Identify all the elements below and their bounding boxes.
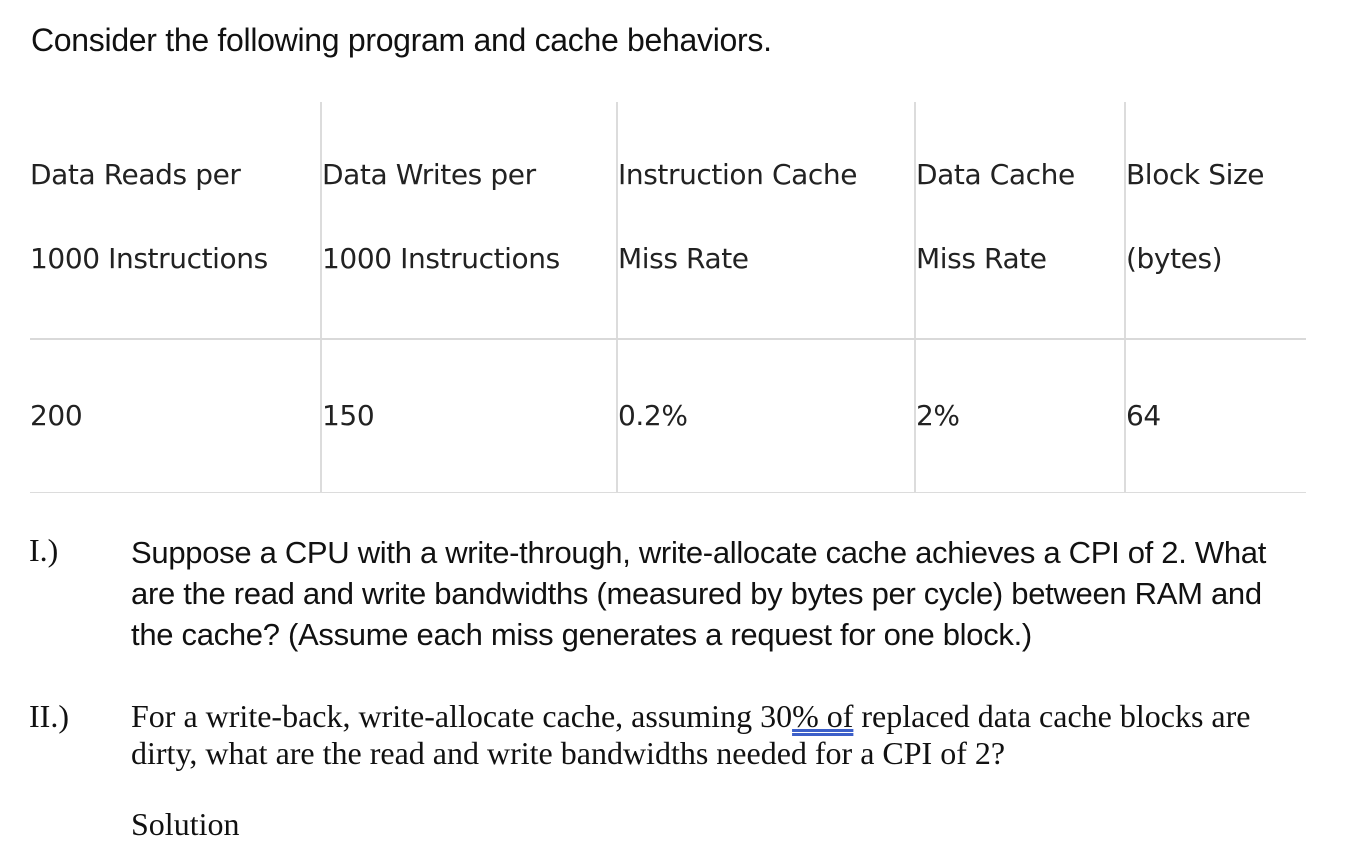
header-line-2: 1000 Instructions	[322, 242, 560, 275]
cell-value: 2%	[916, 399, 960, 432]
header-line-1: Data Writes per	[322, 158, 536, 191]
header-data-writes	[321, 102, 617, 339]
cell-data-miss-rate	[915, 339, 1125, 493]
question-1-marker: I.)	[29, 532, 59, 568]
cell-block-size	[1125, 339, 1306, 493]
cell-instruction-miss-rate	[617, 339, 915, 493]
cell-value: 200	[30, 399, 83, 432]
cell-value: 64	[1126, 399, 1161, 432]
header-line-1: Block Size	[1126, 158, 1265, 191]
page-heading: Consider the following program and cache behaviors.	[31, 22, 772, 58]
question-2-text-underlined: % of	[792, 698, 854, 734]
header-line-1: Instruction Cache	[618, 158, 858, 191]
header-line-2: Miss Rate	[916, 242, 1047, 275]
header-line-2: (bytes)	[1126, 242, 1223, 275]
table-row	[30, 339, 1306, 493]
cache-parameters-table	[30, 102, 1306, 493]
header-line-2: 1000 Instructions	[30, 242, 268, 275]
cell-data-reads	[30, 339, 321, 493]
question-2-text-after: replaced data cache blocks are dirty, what are the read and write bandwidths needed for a CPI of 2?	[131, 698, 1251, 771]
question-2-marker: II.)	[29, 698, 69, 734]
cell-value: 150	[322, 399, 375, 432]
question-1-text: Suppose a CPU with a write-through, write-allocate cache achieves a CPI of 2. What are the read and write bandwidths (measured by bytes per cycle) between RAM and the cache? (Assume each miss generates a request for one block.)	[131, 535, 1267, 652]
header-data-reads	[30, 102, 321, 339]
question-2-text	[131, 698, 1321, 772]
header-data-cache-miss-rate	[915, 102, 1125, 339]
question-2-text-before: For a write-back, write-allocate cache, assuming 30	[131, 698, 793, 734]
header-line-2: Miss Rate	[618, 242, 749, 275]
table-header-row	[30, 102, 1306, 339]
cell-data-writes	[321, 339, 617, 493]
solution-label: Solution	[131, 806, 240, 842]
header-instruction-cache-miss-rate	[617, 102, 915, 339]
header-line-1: Data Reads per	[30, 158, 241, 191]
header-block-size	[1125, 102, 1306, 339]
cell-value: 0.2%	[618, 399, 688, 432]
header-line-1: Data Cache	[916, 158, 1075, 191]
